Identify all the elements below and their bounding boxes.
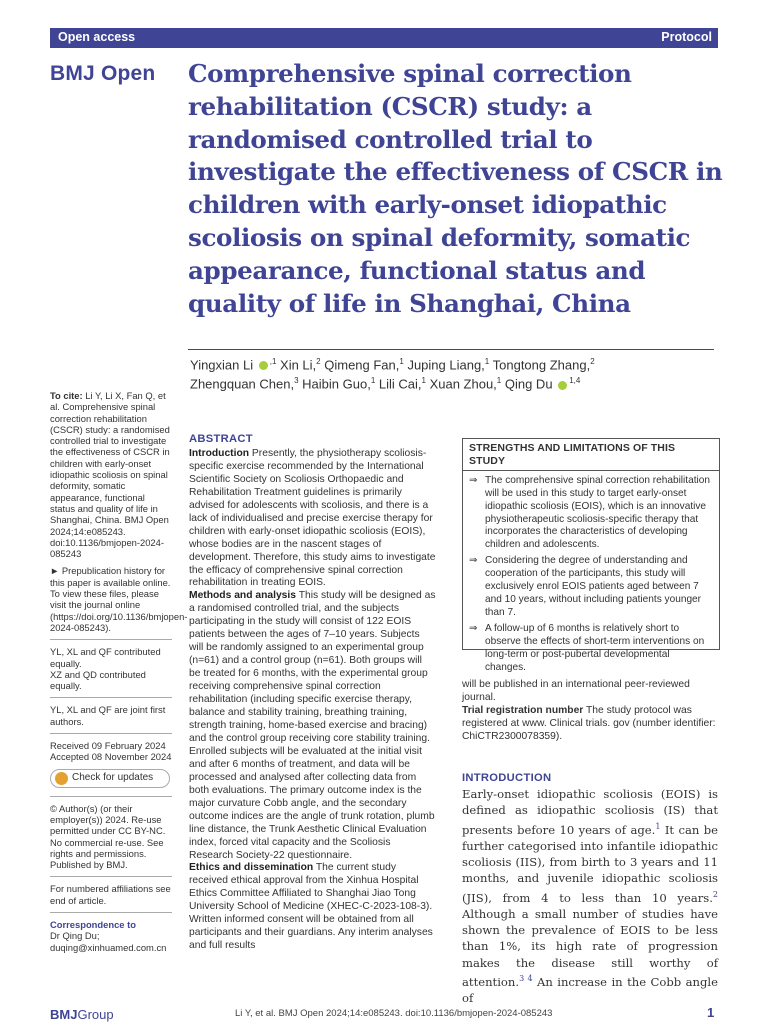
abstract-heading: ABSTRACT: [189, 433, 253, 445]
section-text: Presently, the physiotherapy scoliosis-specific exercise recommended by the International Scientific Society on Scoliosis Orthopaedic and Rehabilitation Treatment guidelines is primarily advised for adolescents with scoliosis, and there is a lack of individualised and precise exercise therapy for children with early-onset idiopathic scoliosis (EOIS), whose bodies are in the nascent stages of development. Therefore, this study aims to investigate the efficacy of comprehensive spinal correction rehabilitation in treating EOIS.: [189, 447, 436, 589]
publisher-logo: [50, 1007, 114, 1022]
strengths-list: [463, 475, 719, 675]
affiliation-sup: 1: [421, 376, 426, 386]
section-text: The study protocol was registered at www. Clinical trials. gov (number identifier: ChiCTR2300078359).: [462, 704, 716, 742]
introduction-body: [462, 786, 718, 1006]
logo-bold: BMJ: [50, 1007, 78, 1022]
affiliation-sup: 1: [370, 376, 376, 386]
affiliation-sup: 1: [399, 357, 404, 366]
abstract-methods: [189, 590, 436, 862]
footer-citation: Li Y, et al. BMJ Open 2024;14:e085243. doi:10.1136/bmjopen-2024-085243: [235, 1008, 553, 1019]
cite-text: Li Y, Li X, Fan Q, et al. Comprehensive spinal correction rehabilitation (CSCR) study: a randomised controlled trial to investigate the effectiveness of CSCR in children with early-onset idiopathic scoliosis on spinal deformity, somatic appearance, functional status and quality of life in Shanghai, China. BMJ Open 2024;14:e085243. doi:10.1136/bmjopen-2024-085243: [50, 390, 170, 560]
list-item: ⇒ Considering the degree of understanding and cooperation of the participants, this study will exclusively enrol EOIS patients aged between 7 and 10 years, without including patients younger than 7.: [469, 555, 713, 620]
section-text: This study will be designed as a randomised controlled trial, and the subjects participating in the study will consist of 122 EOIS patients between the ages of 7–10 years. Subjects will be randomly assigned to an experimental group (n=61) and a control group (n=61). Both groups will be treated for 6 months, with the experimental group receiving comprehensive spinal correction rehabilitation (including specific exercise therapy, balance and stability training, breathing training, strength training, home-based exercise and bracing) and the control group receiving core stability training. Enrolled subjects will be evaluated at the initial visit and after 6 months of treatment, and data will be processed and analysed after collecting data from both evaluations. The primary outcome index is the major curvature Cobb angle, and the secondary outcome indices are the angle of trunk rotation, plumb line distance, the Trunk Aesthetic Clinical Evaluation index, forced vital capacity and the Scoliosis Research Society-22 questionnaire.: [189, 590, 436, 861]
section-label: Introduction: [189, 447, 250, 459]
correspondence: [50, 919, 172, 953]
orcid-icon[interactable]: [259, 361, 268, 370]
affiliation-sup: 2: [590, 357, 595, 366]
strengths-heading: STRENGTHS AND LIMITATIONS OF THIS STUDY: [463, 439, 719, 471]
author-name: Xin Li,: [276, 357, 317, 373]
intro-text: Although a small number of studies have shown the prevalence of EOIS to be less than 1%, its high rate of progression makes the disease still worthy of attention.: [462, 906, 718, 989]
divider: [50, 697, 172, 698]
author-name: Lili Cai,: [375, 376, 422, 392]
divider: [50, 733, 172, 734]
author-name: Haibin Guo,: [298, 376, 371, 392]
reference-sup[interactable]: 3 4: [519, 973, 533, 983]
accepted-date: Accepted 08 November 2024: [50, 751, 172, 763]
list-item: ⇒ A follow-up of 6 months is relatively short to observe the effects of short-term interventions on long-term or post-pubertal developmental changes.: [469, 623, 713, 675]
author-name: Qimeng Fan,: [320, 357, 400, 373]
article-type-label: Protocol: [661, 30, 712, 44]
affiliation-sup: 1: [484, 357, 490, 366]
citation-block: [50, 390, 172, 559]
journal-logo: BMJ Open: [50, 62, 156, 85]
author-list: [190, 354, 720, 393]
contrib-note: [50, 646, 172, 691]
contrib-line: XZ and QD contributed equally.: [50, 668, 146, 692]
top-banner: [50, 28, 718, 48]
check-updates-label: Check for updates: [72, 772, 154, 784]
list-item: ⇒ The comprehensive spinal correction rehabilitation will be used in this study to target early-onset idiopathic scoliosis (EOIS), which is an innovative physiotherapeutic scoliosis-specific therapy that incorporates the characteristics of developing children and adolescents.: [469, 475, 713, 552]
intro-text: It can be further categorised into infantile idiopathic scoliosis (IIS), from birth to 3 years and 11 months, and juvenile idiopathic scoliosis (JIS), from 4 to less than 10 years.: [462, 822, 718, 905]
introduction-heading: INTRODUCTION: [462, 772, 552, 784]
abstract-ethics: [189, 862, 436, 953]
divider: [50, 876, 172, 877]
affiliation-sup: 1,4: [569, 376, 581, 386]
section-label: Methods and analysis: [189, 590, 297, 602]
title-divider: [188, 349, 714, 350]
logo-rest: Group: [77, 1007, 114, 1022]
copyright-note: © Author(s) (or their employer(s)) 2024. Re-use permitted under CC BY-NC. No commercial re-use. See rights and permissions. Published by BMJ.: [50, 802, 166, 871]
section-text: The current study received ethical approval from the Xinhua Hospital Ethics Committee Affiliated to Shanghai Jiao Tong University School of Medicine (XHEC-C-2023-108-3). Written informed consent will be obtained from all participants and their guardians. Any interim analyses and full results: [189, 862, 433, 952]
affiliation-sup: ,1: [269, 357, 277, 366]
abstract: [189, 433, 436, 953]
abstract-continuation: will be published in an international peer-reviewed journal.: [462, 679, 690, 703]
affiliation-sup: 1: [496, 376, 502, 386]
orcid-icon[interactable]: [558, 381, 567, 390]
abstract-intro: [189, 448, 436, 590]
reference-sup[interactable]: 1: [655, 821, 661, 831]
author-name: Juping Liang,: [403, 357, 485, 373]
contrib-line: YL, XL and QF contributed equally.: [50, 646, 161, 669]
abstract-continued: [462, 679, 718, 744]
joint-authors-note: YL, XL and QF are joint first authors.: [50, 704, 166, 727]
correspondence-email[interactable]: duqing@xinhuamed.com.cn: [50, 941, 167, 953]
section-label: Ethics and dissemination: [189, 862, 314, 874]
correspondence-name: Dr Qing Du;: [50, 930, 100, 942]
trial-registration: [462, 705, 718, 744]
cite-label: To cite:: [50, 390, 83, 401]
strengths-limitations-box: [462, 438, 720, 673]
article-title: Comprehensive spinal correction rehabilitation (CSCR) study: a randomised controlled trial to investigate the effectiveness of CSCR in children with early-onset idiopathic scoliosis on spinal deformity, somatic appearance, functional status and quality of life in Shanghai, China: [188, 59, 723, 318]
dates: [50, 740, 172, 763]
author-name: Qing Du: [501, 376, 553, 392]
update-icon: [55, 772, 68, 785]
intro-text: Early-onset idiopathic scoliosis (EOIS) is defined as idiopathic scoliosis (IS) that presents before 10 years of age.: [462, 787, 718, 837]
reference-sup[interactable]: 2: [712, 889, 718, 899]
author-name: Yingxian Li: [190, 357, 254, 373]
affiliation-sup: 2: [316, 357, 321, 366]
intro-text: An increase in the Cobb angle of: [462, 974, 718, 1006]
check-for-updates-button[interactable]: [50, 769, 170, 788]
affiliation-note: For numbered affiliations see end of article.: [50, 883, 171, 906]
author-name: Tongtong Zhang,: [489, 357, 591, 373]
open-access-label: Open access: [58, 30, 136, 44]
divider: [50, 912, 172, 913]
divider: [50, 796, 172, 797]
correspondence-label: Correspondence to: [50, 918, 136, 930]
sidebar: [50, 390, 188, 959]
author-name: Zhengquan Chen,: [190, 376, 295, 392]
divider: [50, 639, 172, 640]
page-number: 1: [707, 1005, 715, 1020]
prepub-note[interactable]: ► Prepublication history for this paper is available online. To view these files, please visit the journal online (https://doi.org/10.1136/bmjopen-2024-085243).: [50, 565, 188, 633]
author-name: Xuan Zhou,: [425, 376, 497, 392]
received-date: Received 09 February 2024: [50, 740, 166, 752]
section-label: Trial registration number: [462, 704, 584, 716]
affiliation-sup: 3: [294, 376, 299, 386]
